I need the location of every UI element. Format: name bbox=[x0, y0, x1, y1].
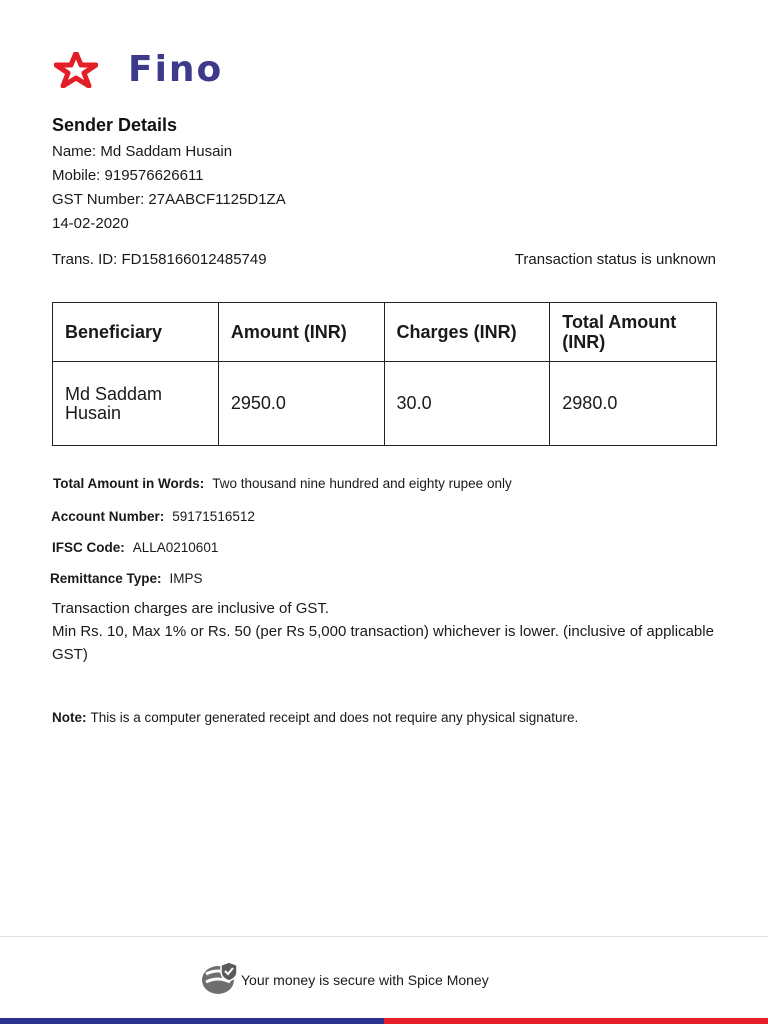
sender-name: Name: Md Saddam Husain bbox=[52, 143, 233, 160]
remit-label: Remittance Type: bbox=[50, 571, 162, 586]
table-header: Beneficiary bbox=[53, 303, 219, 362]
charges-rule-note: Min Rs. 10, Max 1% or Rs. 50 (per Rs 5,000 transaction) whichever is lower. (inclusive of applicable GST) bbox=[52, 623, 714, 663]
amount-cell: 2950.0 bbox=[218, 362, 384, 446]
footer-bar-red bbox=[384, 1018, 768, 1024]
total-amount-cell: 2980.0 bbox=[550, 362, 717, 446]
table-header-row bbox=[53, 303, 717, 362]
words-value: Two thousand nine hundred and eighty rupee only bbox=[212, 476, 512, 491]
footer-bar-blue bbox=[0, 1018, 384, 1024]
sender-gst-number: GST Number: 27AABCF1125D1ZA bbox=[52, 191, 286, 208]
transaction-id: Trans. ID: FD158166012485749 bbox=[52, 251, 267, 268]
table-header: Total Amount (INR) bbox=[550, 303, 717, 362]
receipt-note bbox=[52, 710, 578, 725]
table-row bbox=[53, 362, 717, 446]
note-label: Note: bbox=[52, 710, 87, 725]
secure-text: Your money is secure with Spice Money bbox=[241, 972, 489, 988]
remit-value: IMPS bbox=[169, 571, 203, 586]
transaction-table bbox=[52, 302, 717, 446]
fino-logo bbox=[54, 50, 264, 90]
brand-name: Fino bbox=[128, 49, 224, 90]
transaction-status: Transaction status is unknown bbox=[514, 251, 716, 268]
note-text: This is a computer generated receipt and does not require any physical signature. bbox=[90, 710, 579, 725]
ifsc-code bbox=[52, 540, 218, 555]
charges-cell: 30.0 bbox=[384, 362, 550, 446]
star-logo-icon bbox=[54, 52, 98, 88]
ifsc-value: ALLA0210601 bbox=[132, 540, 219, 555]
ifsc-label: IFSC Code: bbox=[52, 540, 125, 555]
gst-inclusive-note: Transaction charges are inclusive of GST. bbox=[52, 600, 330, 617]
footer-divider bbox=[0, 936, 768, 937]
total-amount-in-words bbox=[53, 476, 512, 491]
secure-shield-icon bbox=[200, 958, 242, 996]
sender-details-heading: Sender Details bbox=[52, 115, 178, 135]
table-header: Amount (INR) bbox=[218, 303, 384, 362]
words-label: Total Amount in Words: bbox=[53, 476, 205, 491]
transaction-date: 14-02-2020 bbox=[52, 215, 129, 232]
beneficiary-cell: Md Saddam Husain bbox=[53, 362, 219, 446]
sender-mobile: Mobile: 919576626611 bbox=[52, 167, 204, 184]
account-label: Account Number: bbox=[51, 509, 165, 524]
remittance-type bbox=[50, 571, 203, 586]
account-value: 59171516512 bbox=[172, 509, 255, 524]
account-number bbox=[51, 509, 255, 524]
table-header: Charges (INR) bbox=[384, 303, 550, 362]
